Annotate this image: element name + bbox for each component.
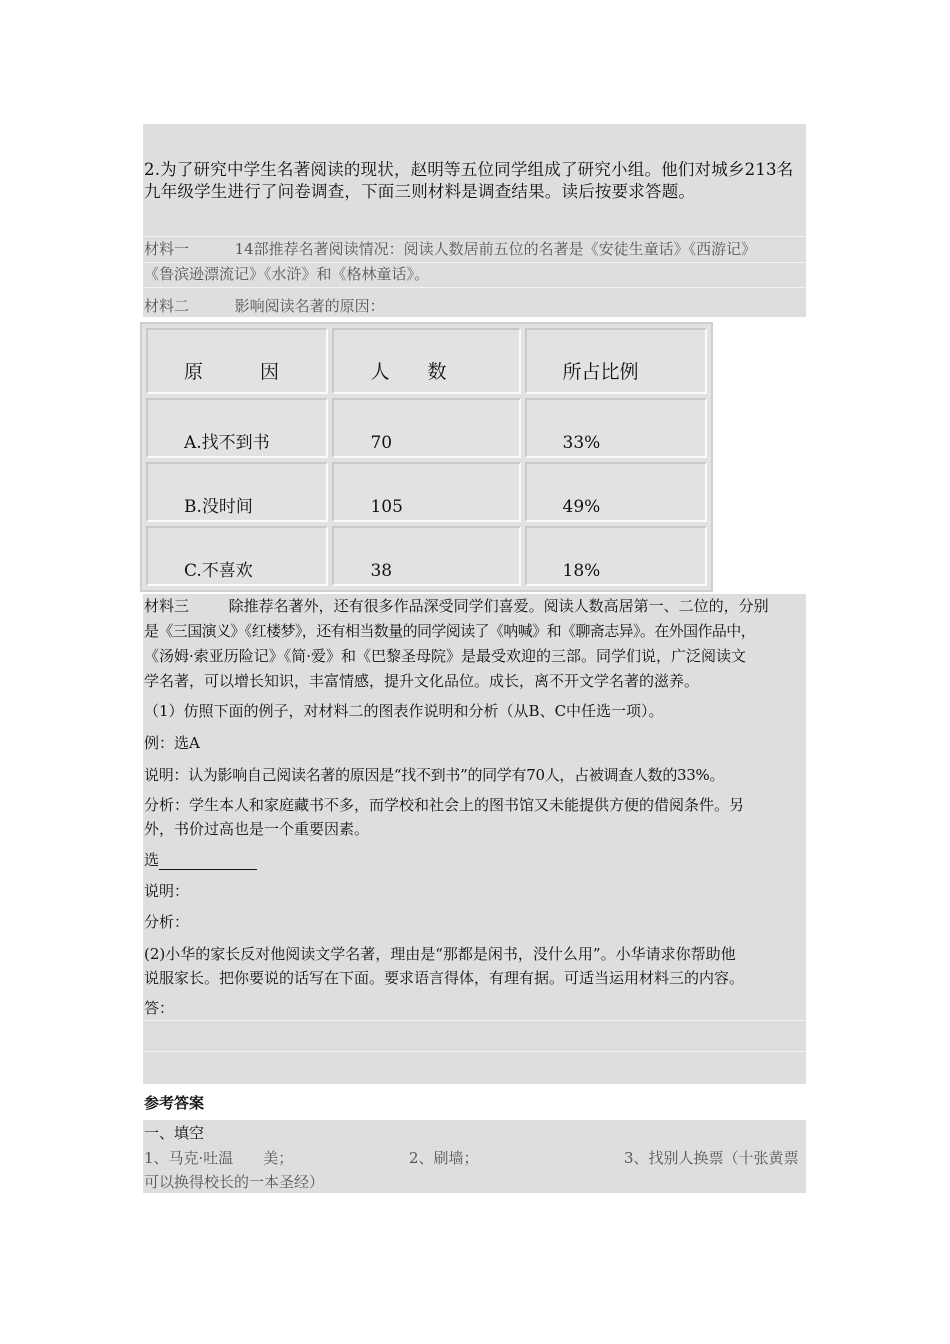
choose-blank[interactable] bbox=[159, 854, 257, 870]
material3-line3: 《汤姆·索亚历险记》《简·爱》和《巴黎圣母院》是最受欢迎的三部。同学们说，广泛阅读文 bbox=[144, 647, 747, 665]
choose-label: 选 bbox=[144, 851, 160, 869]
sub-question-2-line1: (2)小华的家长反对他阅读文学名著，理由是“那都是闲书，没什么用”。小华请求你帮助他 bbox=[144, 945, 736, 963]
table-cell: B.没时间 bbox=[146, 462, 328, 522]
table-cell: 38 bbox=[332, 526, 520, 586]
material2-line bbox=[144, 297, 808, 316]
reference-item-1: 1、马克·吐温 美； bbox=[144, 1149, 294, 1167]
divider bbox=[143, 1020, 806, 1021]
example-line: 例：选A bbox=[144, 734, 200, 752]
divider bbox=[143, 1051, 806, 1052]
material2-text: 影响阅读名著的原因： bbox=[234, 297, 385, 315]
reference-section: 一、填空 bbox=[144, 1124, 205, 1142]
analysis-line1: 分析：学生本人和家庭藏书不多，而学校和社会上的图书馆又未能提供方便的借阅条件。另 bbox=[144, 796, 745, 814]
material2-label: 材料二 bbox=[144, 297, 190, 315]
table-cell: 33% bbox=[525, 398, 708, 458]
example-explain: 说明：认为影响自己阅读名著的原因是“找不到书”的同学有70人，占被调查人数的33%。 bbox=[144, 766, 725, 784]
material3-line4: 学名著，可以增长知识，丰富情感，提升文化品位。成长，离不开文学名著的滋养。 bbox=[144, 672, 700, 690]
reference-item-3: 3、找别人换票（十张黄票 bbox=[624, 1149, 799, 1167]
reference-item-3-cont: 可以换得校长的一本圣经） bbox=[144, 1173, 325, 1191]
explain-line: 说明： bbox=[144, 882, 190, 900]
table-cell: 105 bbox=[332, 462, 520, 522]
table-cell: 49% bbox=[525, 462, 708, 522]
header-ratio: 所占比例 bbox=[525, 328, 708, 394]
divider bbox=[143, 287, 806, 288]
header-count: 人 数 bbox=[332, 328, 520, 394]
table-row bbox=[146, 526, 707, 586]
material3-line2: 是《三国演义》《红楼梦》，还有相当数量的同学阅读了《呐喊》和《聊斋志异》。在外国作品中， bbox=[144, 622, 756, 640]
table-header-row bbox=[146, 328, 707, 394]
material3-line1 bbox=[144, 597, 808, 616]
analysis-line2: 外，书价过高也是一个重要因素。 bbox=[144, 820, 370, 838]
table-cell: 18% bbox=[525, 526, 708, 586]
material1-line2: 《鲁滨逊漂流记》《水浒》和《格林童话》。 bbox=[144, 265, 430, 283]
material1-line1 bbox=[144, 240, 808, 259]
reference-title: 参考答案 bbox=[144, 1094, 205, 1112]
material1-label: 材料一 bbox=[144, 240, 190, 258]
table-row bbox=[146, 398, 707, 458]
sub-question-2-line2: 说服家长。把你要说的话写在下面。要求语言得体，有理有据。可适当运用材料三的内容。 bbox=[144, 969, 745, 987]
table-cell: 70 bbox=[332, 398, 520, 458]
answer-label: 答： bbox=[144, 999, 175, 1017]
table-cell: C.不喜欢 bbox=[146, 526, 328, 586]
reasons-table bbox=[140, 322, 713, 592]
divider bbox=[143, 262, 806, 263]
analyze-line: 分析： bbox=[144, 913, 190, 931]
table-cell: A.找不到书 bbox=[146, 398, 328, 458]
reference-item-2: 2、刷墙； bbox=[409, 1149, 479, 1167]
sub-question-1: （1）仿照下面的例子，对材料二的图表作说明和分析（从B、C中任选一项）。 bbox=[144, 702, 664, 720]
table-row bbox=[146, 462, 707, 522]
top-band bbox=[143, 124, 806, 157]
choose-line bbox=[144, 851, 808, 870]
divider bbox=[143, 236, 806, 237]
material3-text: 除推荐名著外，还有很多作品深受同学们喜爱。阅读人数高居第一、二位的，分别 bbox=[228, 597, 769, 615]
question-title: 2.为了研究中学生名著阅读的现状，赵明等五位同学组成了研究小组。他们对城乡213名九年级学生进行了问卷调查，下面三则材料是调查结果。读后按要求答题。 bbox=[144, 160, 794, 201]
material3-label: 材料三 bbox=[144, 597, 190, 615]
header-reason: 原 因 bbox=[146, 328, 328, 394]
material1-text: 14部推荐名著阅读情况：阅读人数居前五位的名著是《安徒生童话》《西游记》 bbox=[234, 240, 757, 258]
